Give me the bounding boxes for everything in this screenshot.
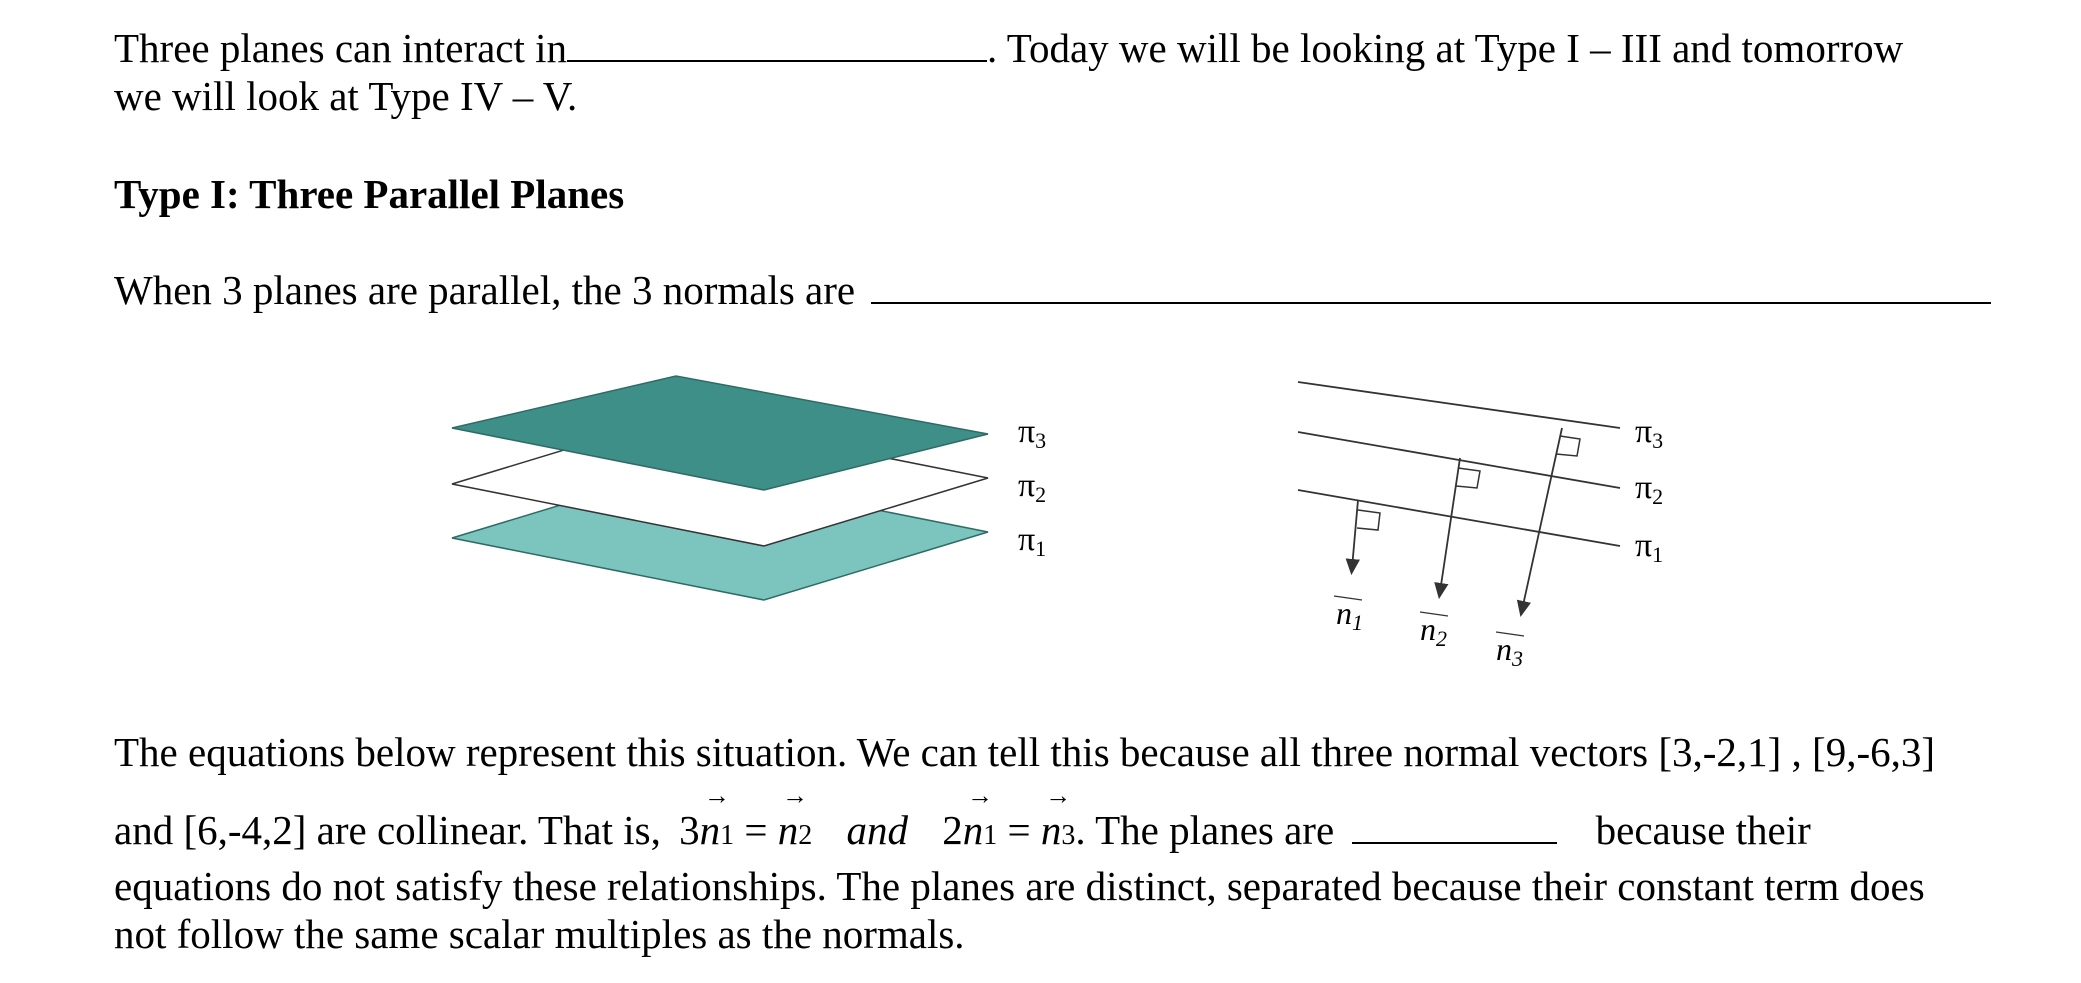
label-pi1: π1 — [1018, 521, 1047, 561]
explanation-line-1: The equations below represent this situation. We can tell this because all three normal vectors [3,-2,1] , [9,-6,3] — [114, 729, 1936, 775]
coef-2: 2 — [942, 807, 963, 853]
and-word: and — [846, 807, 908, 853]
normal-arrow-n1 — [1352, 500, 1358, 568]
normal-arrow-n3 — [1522, 428, 1562, 610]
vector-n2: → n2 — [778, 806, 813, 860]
explanation-text-2b: . The planes are — [1075, 807, 1335, 853]
answer-blank-normals[interactable] — [871, 272, 1991, 304]
normals-figure — [1290, 370, 1770, 680]
right-angle-mark-2 — [1456, 468, 1480, 488]
intro-text-1: Three planes can interact in — [114, 25, 568, 71]
parallel-planes-figure — [440, 370, 1080, 610]
normal-arrow-n2 — [1440, 458, 1460, 592]
explanation-line-2 — [114, 806, 1811, 860]
label-pi3: π3 — [1018, 413, 1047, 453]
intro-line-1 — [114, 24, 1903, 72]
label-n2 — [1420, 611, 1448, 651]
explanation-text-2c: because their — [1595, 807, 1811, 853]
right-angle-mark-1 — [1357, 510, 1380, 530]
relation-2 — [942, 807, 1075, 853]
label-n3 — [1496, 631, 1524, 671]
relation-1 — [679, 807, 822, 853]
vector-n1: → n1 — [700, 806, 735, 860]
label-pi2: π2 — [1018, 467, 1047, 507]
svg-text:n1: n1 — [1336, 595, 1363, 635]
label-pi3-edge: π3 — [1635, 413, 1664, 453]
svg-text:n3: n3 — [1496, 631, 1523, 671]
intro-text-2: . Today we will be looking at Type I – III and tomorrow — [987, 25, 1904, 71]
equals-2: = — [1007, 807, 1031, 853]
normals-line — [114, 266, 1991, 314]
answer-blank-planes-are[interactable] — [1352, 812, 1557, 844]
normals-text: When 3 planes are parallel, the 3 normals are — [114, 267, 856, 313]
label-n1 — [1334, 595, 1363, 635]
coef-3: 3 — [679, 807, 700, 853]
edge-plane-pi3 — [1298, 382, 1620, 428]
answer-blank-interactions[interactable] — [567, 30, 987, 62]
label-pi1-edge: π1 — [1635, 527, 1664, 567]
label-pi2-edge: π2 — [1635, 469, 1664, 509]
vector-n3: → n3 — [1041, 806, 1076, 860]
section-heading: Type I: Three Parallel Planes — [114, 171, 625, 217]
svg-text:n2: n2 — [1420, 611, 1447, 651]
explanation-text-2a: and [6,-4,2] are collinear. That is, — [114, 807, 661, 853]
equals-1: = — [744, 807, 768, 853]
edge-plane-pi1 — [1298, 490, 1620, 546]
explanation-line-4: not follow the same scalar multiples as the normals. — [114, 911, 965, 957]
vector-n1-b: → n1 — [963, 806, 998, 860]
explanation-line-3: equations do not satisfy these relationships. The planes are distinct, separated because their constant term does — [114, 863, 1925, 909]
intro-line-2: we will look at Type IV – V. — [114, 73, 578, 119]
